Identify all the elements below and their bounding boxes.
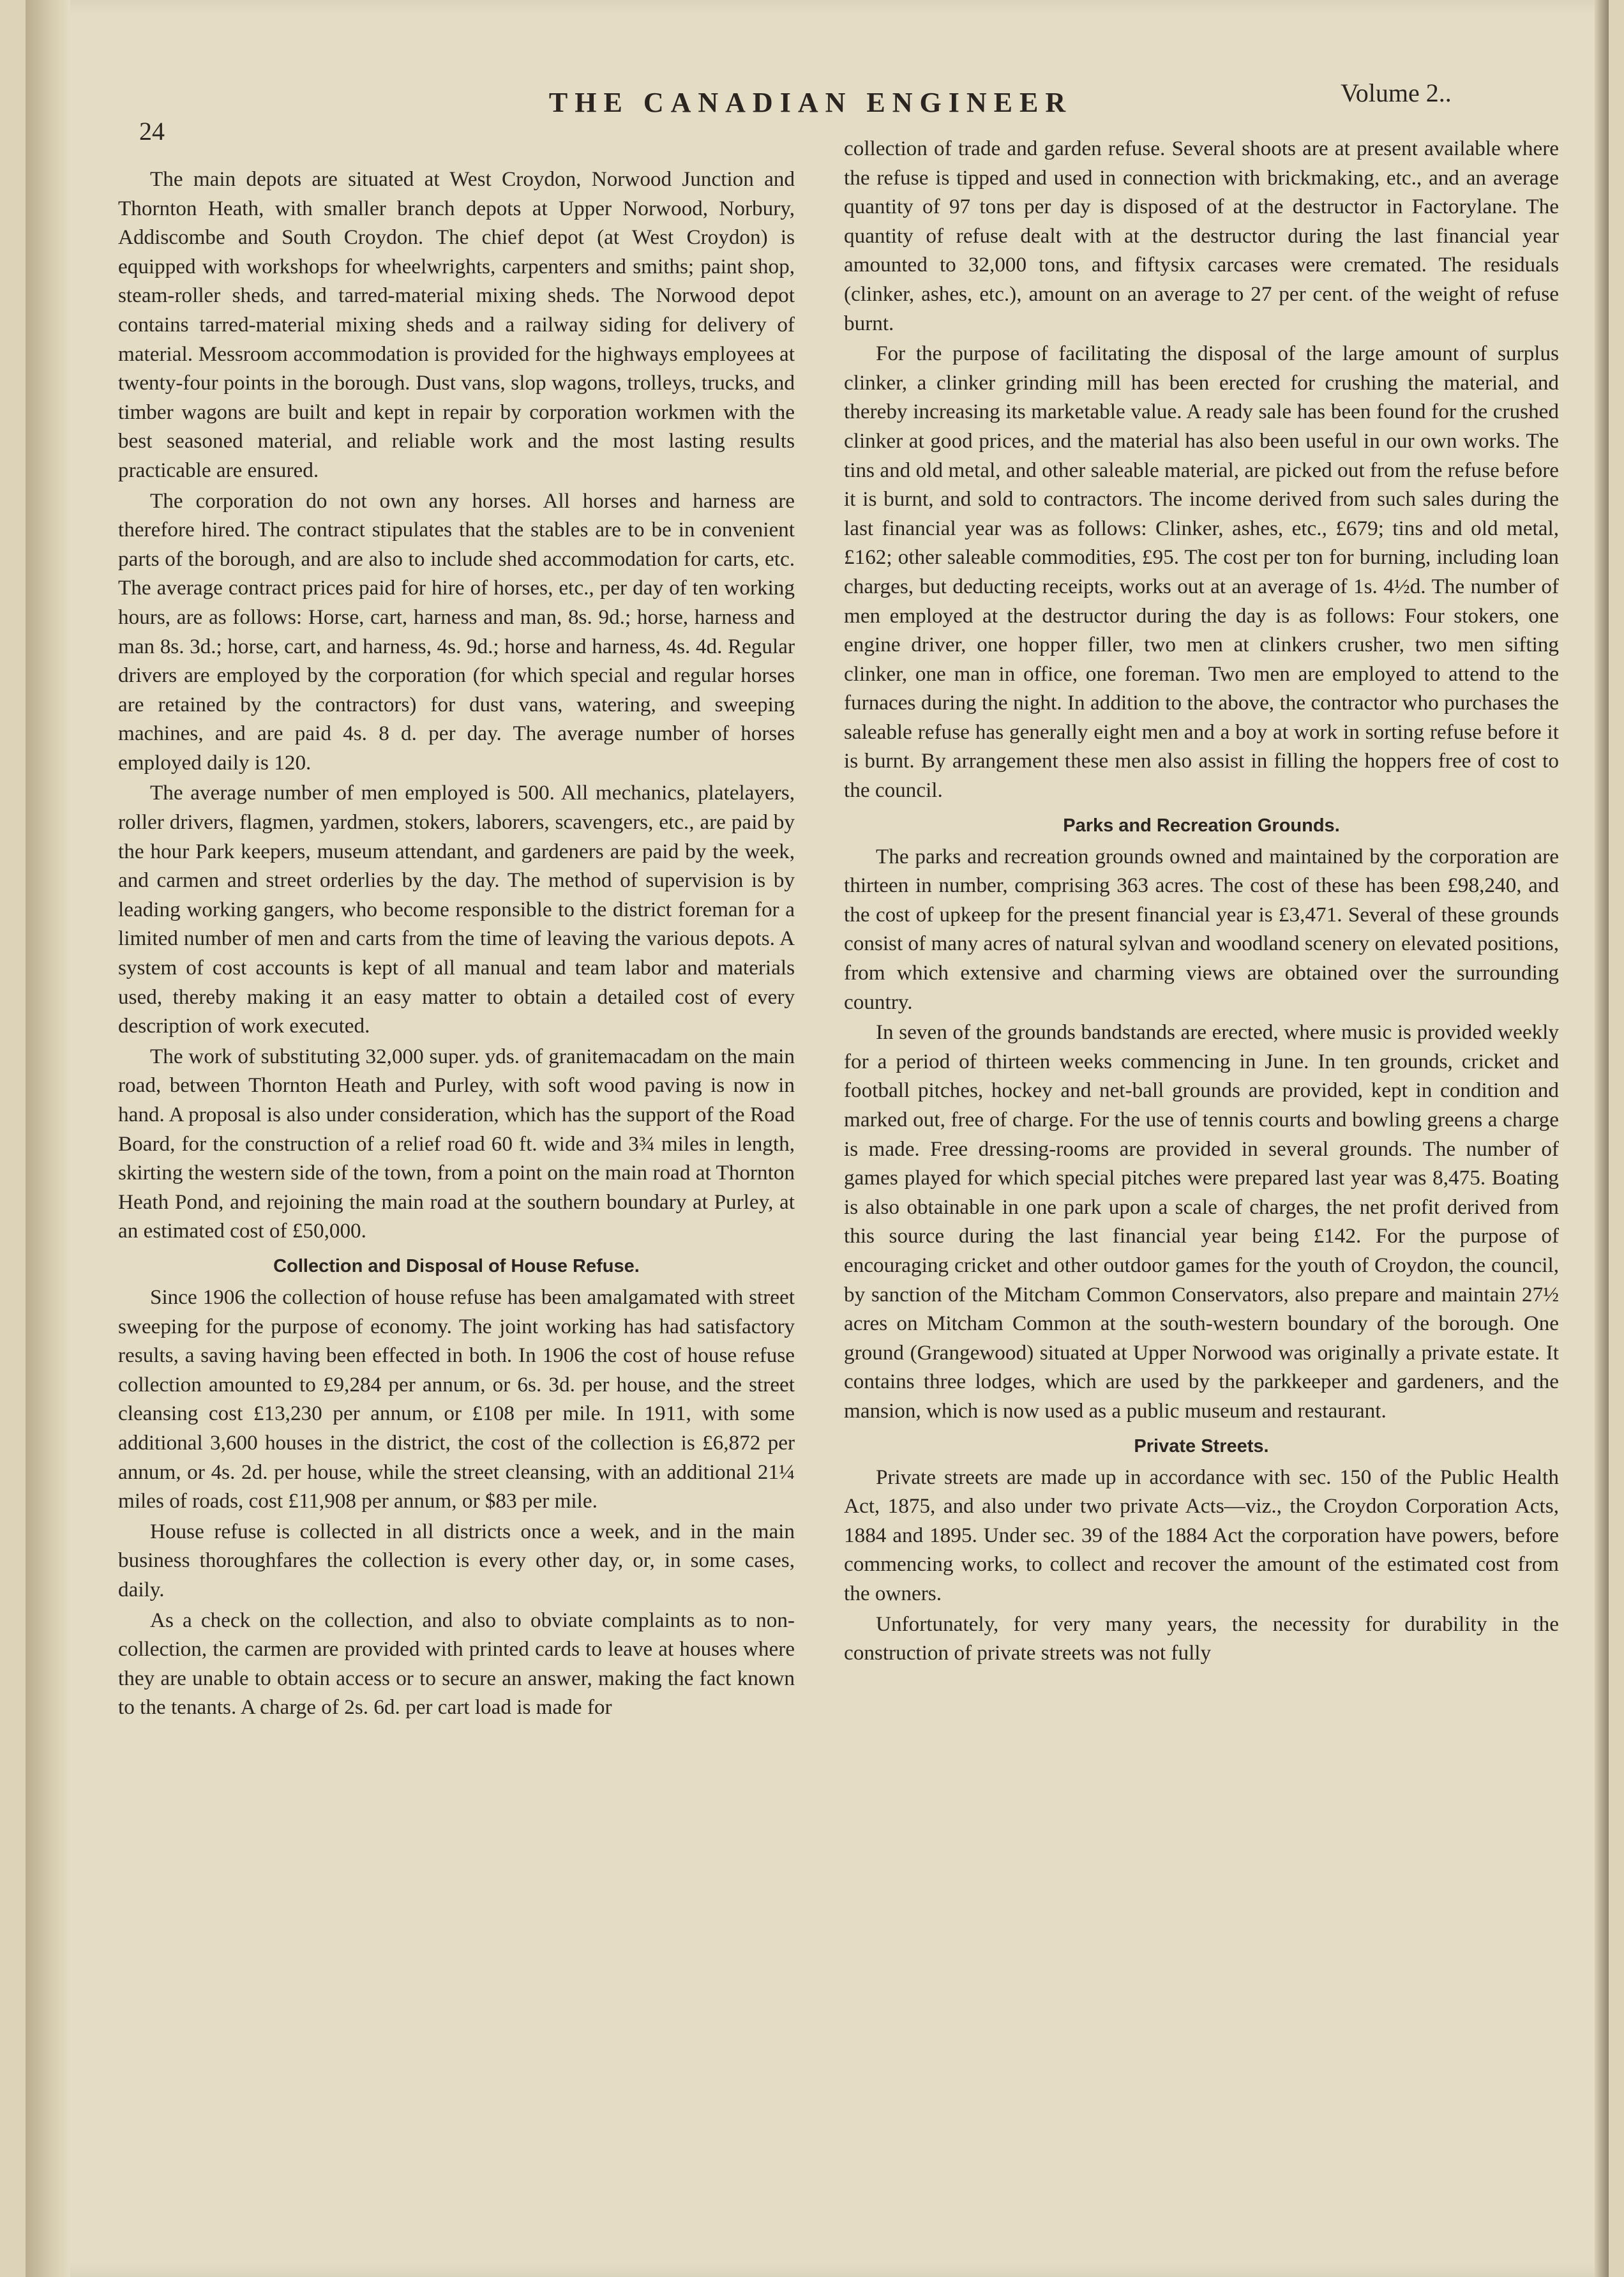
paragraph: In seven of the grounds bandstands are erected, where music is provided weekly for a period of thirteen weeks commencing in June. In ten grounds, cricket and football pitches, hockey and net-ball grounds are provided, kept in condition and marked out, free of charge. For the use of tennis courts and bowling greens a charge is made. Free dressing-rooms are provided in several grounds. The number of games played for which special pitches were prepared last year was 8,475. Boating is also obtainable in one park upon a scale of charges, the net profit derived from this source during the last financial year being £142. For the purpose of encouraging cricket and other outdoor games for the youth of Croydon, the council, by sanction of the Mitcham Common Conservators, also prepare and maintain 27½ acres on Mitcham Common at the south-western boundary of the borough. One ground (Grangewood) situated at Upper Norwood was originally a private estate. It contains three lodges, which are used by the parkkeeper and gardeners, and the mansion, which is now used as a public museum and restaurant. <box>844 1020 1559 1423</box>
paragraph: The corporation do not own any horses. All horses and harness are therefore hired. The contract stipulates that the stables are to be in convenient parts of the borough, and are also to include shed accommodation for carts, etc. The average contract prices paid for hire of horses, etc., per day of ten working hours, are as follows: Horse, cart, harness and man, 8s. 9d.; horse, harness and man 8s. 3d.; horse, cart, and harness, 4s. 9d.; horse and harness, 4s. 4d. Regular drivers are employed by the corporation (for which special and regular horses are retained by the contractors) for dust vans, watering, and sweeping machines, and are paid 4s. 8 d. per day. The average number of horses employed daily is 120. <box>118 488 795 775</box>
paragraph: The main depots are situated at West Croydon, Norwood Junction and Thornton Heath, with smaller branch depots at Upper Norwood, Norbury, Addiscombe and South Croydon. The chief depot (at West Croydon) is equipped with workshops for wheelwrights, carpenters and smiths; paint shop, steam-roller sheds, and tarred-material mixing sheds. The Norwood depot contains tarred-material mixing sheds and a railway siding for delivery of material. Messroom accommodation is provided for the highways employees at twenty-four points in the borough. Dust vans, slop wagons, trolleys, trucks, and timber wagons are built and kept in repair by corporation workmen with the best seasoned material, and reliable work and the most lasting results practicable are ensured. <box>118 167 795 482</box>
page-binding <box>26 0 70 2277</box>
paragraph: Unfortunately, for very many years, the necessity for durability in the construction of private streets was not fully <box>844 1612 1559 1665</box>
section-heading-parks: Parks and Recreation Grounds. <box>1063 815 1340 836</box>
section-heading-house-refuse: Collection and Disposal of House Refuse. <box>273 1255 640 1276</box>
paragraph: The work of substituting 32,000 super. yds. of granitemacadam on the main road, between Thornton Heath and Purley, with soft wood paving is now in hand. A proposal is also under consideration, which has the support of the Road Board, for the construction of a relief road 60 ft. wide and 3¾ miles in length, skirting the western side of the town, from a point on the main road at Thornton Heath Pond, and rejoining the main road at the southern boundary at Purley, at an estimated cost of £50,000. <box>118 1044 795 1243</box>
page-number: 24 <box>139 117 165 146</box>
paragraph: collection of trade and garden refuse. Several shoots are at present available where the refuse is tipped and used in connection with brickmaking, etc., and an average quantity of 97 tons per day is disposed of at the destructor in Factorylane. The quantity of refuse dealt with at the destructor during the last financial year amounted to 32,000 tons, and fiftysix carcases were cremated. The residuals (clinker, ashes, etc.), amount on an average to 27 per cent. of the weight of refuse burnt. <box>844 137 1559 335</box>
right-column <box>844 134 1559 1668</box>
paragraph: As a check on the collection, and also to obviate complaints as to non-collection, the carmen are provided with printed cards to leave at houses where they are unable to obtain access or to secure an answer, making the fact known to the tenants. A charge of 2s. 6d. per cart load is made for <box>118 1608 795 1720</box>
paragraph: The parks and recreation grounds owned and maintained by the corporation are thirteen in number, comprising 363 acres. The cost of these has been £98,240, and the cost of upkeep for the present financial year is £3,471. Several of these grounds consist of many acres of natural sylvan and woodland scenery on elevated positions, from which extensive and charming views are obtained over the surrounding country. <box>844 844 1559 1014</box>
page-edge <box>1595 0 1609 2277</box>
paragraph: Since 1906 the collection of house refuse has been amalgamated with street sweeping for the purpose of economy. The joint working has had satisfactory results, a saving having been effected in both. In 1906 the cost of house refuse collection amounted to £9,284 per annum, or 6s. 3d. per house, and the street cleansing cost £13,230 per annum, or £108 per mile. In 1911, with some additional 3,600 houses in the district, the cost of the collection is £6,872 per annum, or 4s. 2d. per house, while the street cleansing, with an additional 21¼ miles of roads, cost £11,908 per annum, or $83 per mile. <box>118 1285 795 1513</box>
left-column <box>118 165 795 1722</box>
journal-title: THE CANADIAN ENGINEER <box>548 87 1073 118</box>
paragraph: House refuse is collected in all districts once a week, and in the main business thoroughfares the collection is every other day, or, in some cases, daily. <box>118 1519 795 1601</box>
paragraph: For the purpose of facilitating the disposal of the large amount of surplus clinker, a clinker grinding mill has been erected for crushing the material, and thereby increasing its marketable value. A ready sale has been found for the crushed clinker at good prices, and the material has also been useful in our own works. The tins and old metal, and other saleable material, are picked out from the refuse before it is burnt, and sold to contractors. The income derived from such sales during the last financial year was as follows: Clinker, ashes, etc., £679; tins and old metal, £162; other saleable commodities, £95. The cost per ton for burning, including loan charges, but deducting receipts, works out at an average of 1s. 4½d. The number of men employed at the destructor during the day is as follows: Four stokers, one engine driver, one hopper filler, two men at clinkers crusher, two men sifting clinker, one man in office, one foreman. Two men are employed to attend to the furnaces during the night. In addition to the above, the contractor who purchases the saleable refuse has generally eight men and a boy at work in sorting refuse before it is burnt. By arrangement these men also assist in filling the hoppers free of cost to the council. <box>844 342 1559 803</box>
paragraph: Private streets are made up in accordance with sec. 150 of the Public Health Act, 1875, and also under two private Acts—viz., the Croydon Corporation Acts, 1884 and 1895. Under sec. 39 of the 1884 Act the corporation have powers, before commencing works, to collect and recover the amount of the estimated cost from the owners. <box>844 1465 1559 1605</box>
paragraph: The average number of men employed is 500. All mechanics, platelayers, roller drivers, flagmen, yardmen, stokers, laborers, scavengers, etc., are paid by the hour Park keepers, museum attendant, and gardeners are paid by the week, and carmen and street orderlies by the day. The method of supervision is by leading working gangers, who become responsible to the district foreman for a limited number of men and carts from the time of leaving the various depots. A system of cost accounts is kept of all manual and team labor and materials used, thereby making it an easy matter to obtain a detailed cost of every description of work executed. <box>118 781 795 1038</box>
section-heading-private-streets: Private Streets. <box>1134 1435 1269 1456</box>
volume-label: Volume 2.. <box>1341 79 1452 107</box>
